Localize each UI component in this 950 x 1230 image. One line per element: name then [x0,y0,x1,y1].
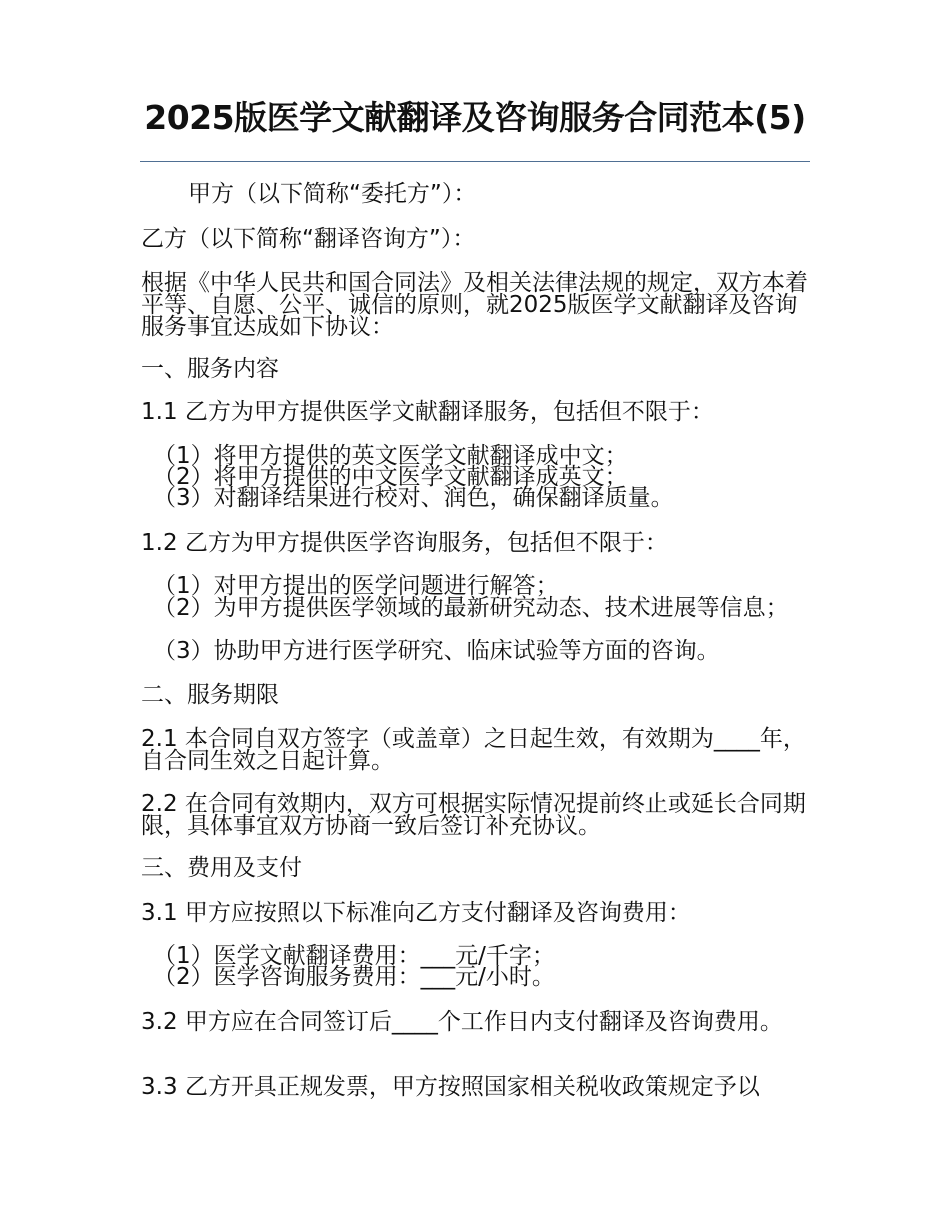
clause-1-2-item: （1）对甲方提出的医学问题进行解答； [153,573,559,599]
clause-3-1: 3.1 甲方应按照以下标准向乙方支付翻译及咨询费用： [141,900,691,926]
clause-1-1: 1.1 乙方为甲方提供医学文献翻译服务，包括但不限于： [141,399,714,425]
section-2-heading: 二、服务期限 [141,682,279,708]
clause-3-3: 3.3 乙方开具正规发票，甲方按照国家相关税收政策规定予以 [141,1074,760,1100]
clause-1-2-item: （3）协助甲方进行医学研究、临床试验等方面的咨询。 [153,638,720,664]
clause-3-1-item: （1）医学文献翻译费用：___元/千字； [153,943,555,969]
clause-2-1: 2.1 本合同自双方签字（或盖章）之日起生效，有效期为____年，自合同生效之日起计算。 [141,726,806,774]
party-b-line: 乙方（以下简称“翻译咨询方”）： [141,226,476,252]
preamble-paragraph: 根据《中华人民共和国合同法》及相关法律法规的规定，双方本着平等、自愿、公平、诚信的原则，就2025版医学文献翻译及咨询服务事宜达成如下协议： [141,270,808,340]
clause-1-1-item: （3）对翻译结果进行校对、润色，确保翻译质量。 [153,485,674,511]
clause-1-2: 1.2 乙方为甲方提供医学咨询服务，包括但不限于： [141,530,668,556]
clause-3-1-item: （2）医学咨询服务费用：___元/小时。 [153,964,555,990]
clause-1-2-item: （2）为甲方提供医学领域的最新研究动态、技术进展等信息； [153,595,789,621]
section-1-heading: 一、服务内容 [141,356,279,382]
clause-1-1-item: （2）将甲方提供的中文医学文献翻译成英文； [153,464,628,490]
title-underline [140,161,810,162]
clause-1-1-item: （1）将甲方提供的英文医学文献翻译成中文； [153,443,628,469]
document-title: 2025版医学文献翻译及咨询服务合同范本(5) [144,98,806,137]
clause-3-2: 3.2 甲方应在合同签订后____个工作日内支付翻译及咨询费用。 [141,1009,783,1035]
section-3-heading: 三、费用及支付 [141,855,302,881]
clause-2-2: 2.2 在合同有效期内，双方可根据实际情况提前终止或延长合同期限，具体事宜双方协商一致后签订补充协议。 [141,791,806,839]
party-a-line: 甲方（以下简称“委托方”）： [188,181,477,207]
